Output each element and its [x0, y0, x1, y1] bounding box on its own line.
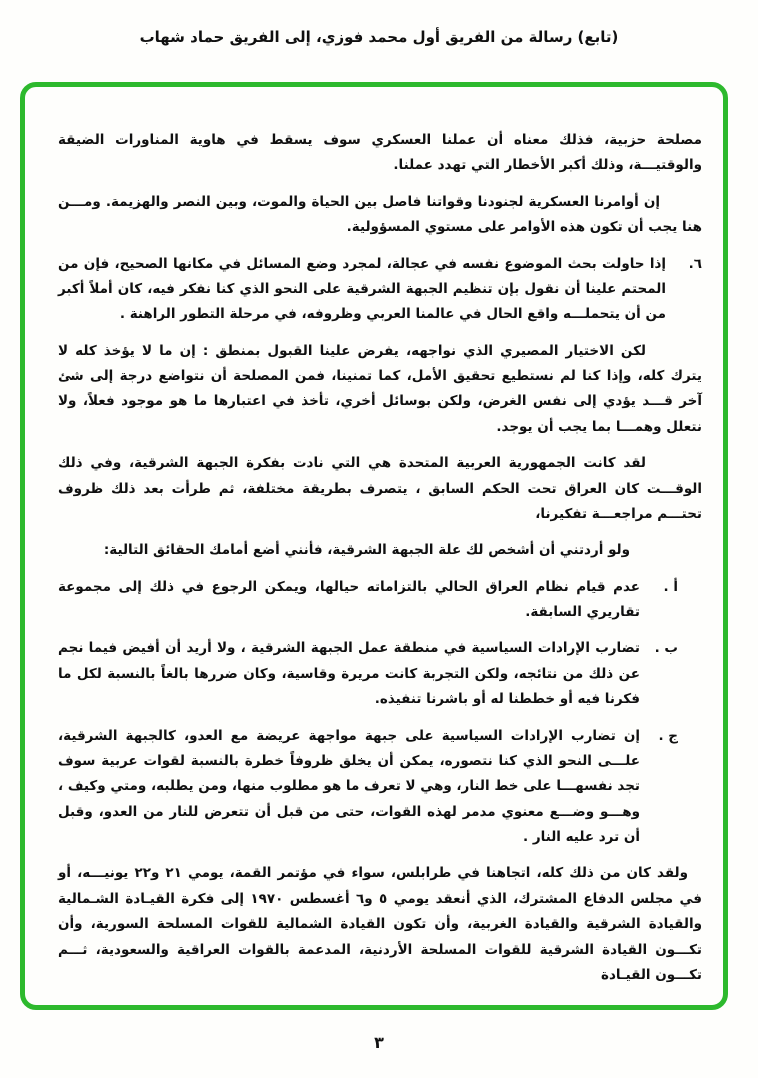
numbered-item-6: [58, 252, 702, 328]
paragraph-3: لكن الاختيار المصيري الذي نواجهه، يفرض علينا القبول بمنطق : إن ما لا يؤخذ كله لا يترك كله، وإذا كنا لم نستطيع تحقيق الأمل، كما تمنينا، فمن المصلحة أن نتواضع درجة إلى شئ آخر قـــد يؤدي إلى نفس الغرض، ولكن بوسائل أخري، تأخذ في اعتبارها ما هو موجود فعلاً، ولا نتعلل وهمـــا بما يجب أن يوجد.: [58, 342, 702, 435]
sub-item-a-text: عدم قيام نظام العراق الحالي بالتزاماته حيالها، ويمكن الرجوع في ذلك إلى مجموعة تقاريري السابقة.: [58, 578, 640, 620]
paragraph-1: مصلحة حزبية، فذلك معناه أن عملنا العسكري سوف يسقط في هاوية المناورات الضيقة والوقتيـــة، وذلك أكبر الأخطار التي تهدد عملنا.: [58, 132, 702, 174]
sub-item-c-marker: ج .: [658, 727, 678, 744]
sub-item-b: [58, 636, 702, 712]
page-header: (تابع) رسالة من الفريق أول محمد فوزي، إلى الفريق حماد شهاب: [139, 28, 619, 46]
item-6-text: إذا حاولت بحث الموضوع نفسه في عجالة، لمجرد وضع المسائل في مكانها الصحيح، فإن من المحتم علينا أن نقول بإن تنظيم الجبهة الشرقية على النحو الذي كنا نفكر فيه، كان أملاً أكبر من أن يتحملـــه واقع الحال في عالمنا العربي وظروفه، في مرحلة التطور الراهنة .: [58, 255, 666, 323]
sub-item-c: [58, 724, 702, 851]
sub-item-b-marker: ب .: [654, 640, 678, 657]
item-6-marker: ٦.: [688, 255, 702, 272]
letter-body: [58, 128, 702, 999]
sub-item-a-marker: أ .: [663, 578, 678, 595]
paragraph-5: ولو أردتني أن أشخص لك علة الجبهة الشرقية، فأنني أضع أمامك الحقائق التالية:: [103, 542, 630, 559]
sub-item-a: [58, 575, 702, 626]
paragraph-2: إن أوامرنا العسكرية لجنودنا وقواتنا فاصل بين الحياة والموت، وبين النصر والهزيمة. ومـــن هنا يجب أن تكون هذه الأوامر على مستوي المسؤولية.: [58, 193, 702, 236]
sub-item-c-text: إن تضارب الإرادات السياسية على جبهة مواجهة عريضة مع العدو، كالجبهة الشرقية، علـــى النحو الذي كنا نتصوره، يمكن أن يخلق ظروفاً خطرة بالنسبة لقوات عربية سوف تجد نفسهـــا على خط النار، وهي لا تعرف ما هو مطلوب منها، ومن يطلبه، ومتي وكيف ، وهـــو وضـــع معنوي مدمر لهذه القوات، حتى من قبل أن تتعرض للنار من العدو، وقبل أن ترد عليه النار .: [58, 727, 640, 845]
sub-item-b-text: تضارب الإرادات السياسية في منطقة عمل الجبهة الشرقية ، ولا أريد أن أفيض فيما نجم عن ذلك من نتائجه، ولكن التجربة كانت مريرة وقاسية، وكان ضررها بالغاً بالنسبة لكل ما فكرنا فيه أو خططنا له أو باشرنا تنفيذه.: [58, 640, 640, 708]
paragraph-6: ولقد كان من ذلك كله، اتجاهنا في طرابلس، سواء في مؤتمر القمة، يومي ٢١ و٢٢ يونيـــه، أو في مجلس الدفاع المشترك، الذي أنعقد يومي ٥ و٦ أغسطس ١٩٧٠ إلى فكرة القيـادة الشـمالية والقيادة الشرقية والقيادة الغربية، وأن تكون القيادة الشمالية للقوات المسلحة السورية، وأن تكـــون القيادة الشرقية للقوات المسلحة الأردنية، المدعمة بالقوات العراقية والسعودية، ثـــم تكـــون القيـادة: [58, 865, 702, 983]
paragraph-4: لقد كانت الجمهورية العربية المتحدة هي التي نادت بفكرة الجبهة الشرقية، وفي ذلك الوقـــت كان العراق تحت الحكم السابق ، يتصرف بطريقة مختلفة، ثم طرأت بعد ذلك ظروف تحتـــم مراجعـــة تفكيرنا،: [58, 455, 702, 522]
page-number: ٣: [374, 1033, 384, 1052]
